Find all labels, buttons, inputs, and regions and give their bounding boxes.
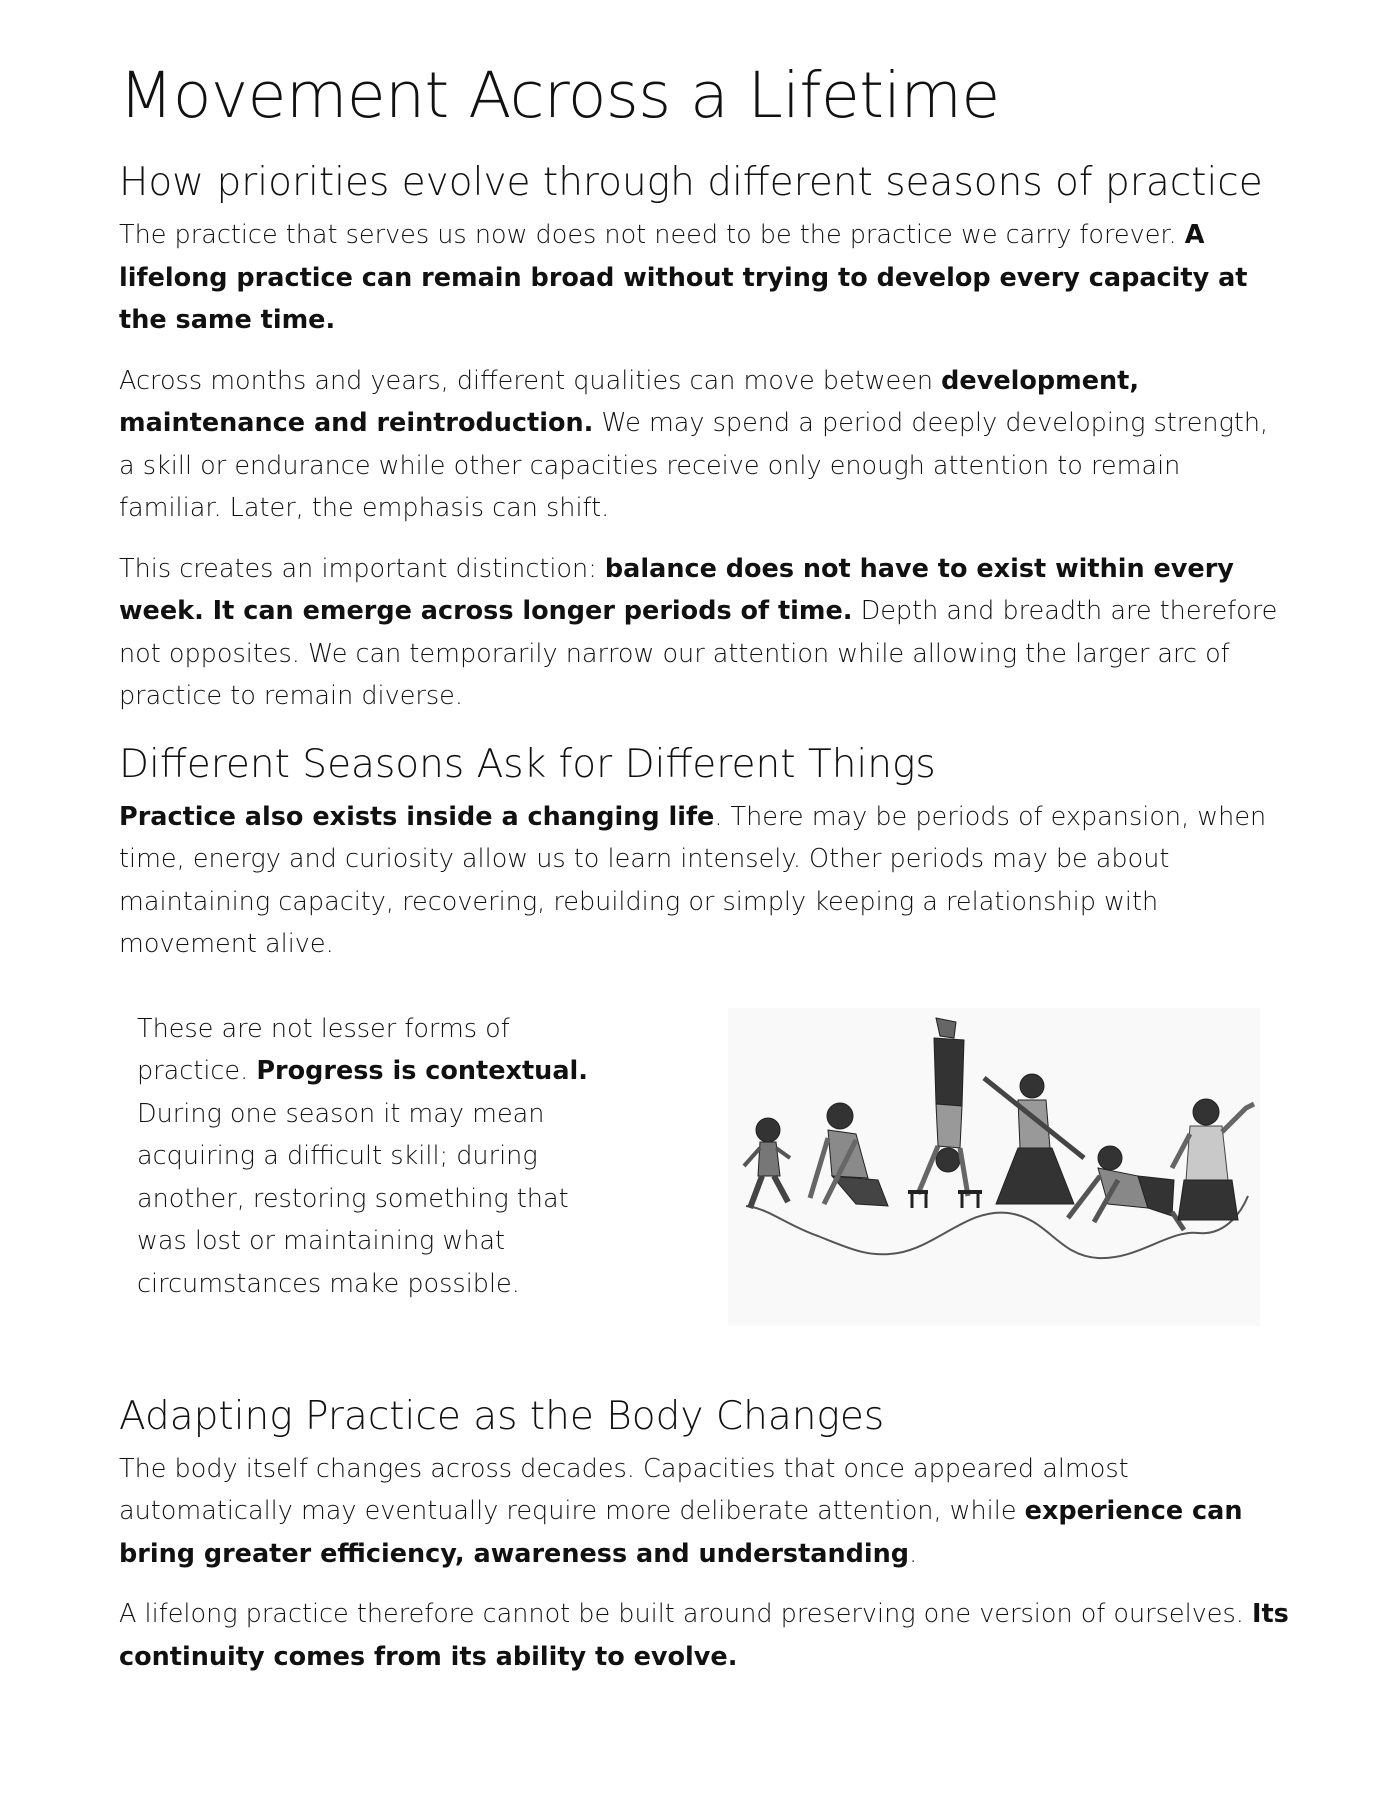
intro-p3-emphasis: balance does not have to exist within every week. It can emerge across longer periods of time. — [119, 553, 1234, 626]
seasons-heading: Different Seasons Ask for Different Things — [119, 741, 936, 787]
figure-caption — [137, 1008, 607, 1306]
seasons-paragraph — [119, 796, 1289, 966]
body-p1-text: The body itself changes across decades. Capacities that once appeared almost automatically may eventually require more deliberate attention, while — [119, 1453, 1129, 1526]
page-subtitle: How priorities evolve through different seasons of practice — [119, 160, 1263, 205]
intro-paragraph-1 — [119, 214, 1289, 342]
intro-paragraph-2 — [119, 360, 1289, 530]
figure-row — [119, 1008, 1289, 1368]
seasons-p1-text: . There may be periods of expansion, when time, energy and curiosity allow us to learn intensely. Other periods may be about maintaining capacity, recovering, rebuilding or simply keeping a relationship with movement alive. — [119, 801, 1267, 959]
intro-p2-emphasis: development, maintenance and reintroduction. — [119, 365, 1140, 438]
body-p1-emphasis: experience can bring greater efficiency, awareness and understanding — [119, 1496, 1243, 1569]
body-changes-paragraph-2 — [119, 1593, 1289, 1678]
intro-p2-text-a: Across months and years, different qualities can move between — [119, 365, 942, 396]
seasons-p1-emphasis: Practice also exists inside a changing life — [119, 801, 715, 832]
body-p1-end: . — [909, 1538, 918, 1569]
intro-p3-text-b: Depth and breadth are therefore not opposites. We can temporarily narrow our attention while allowing the larger arc of practice to remain diverse. — [119, 596, 1278, 711]
intro-p1-emphasis: A lifelong practice can remain broad without trying to develop every capacity at the same time. — [119, 220, 1248, 335]
movement-figures-illustration — [728, 1008, 1260, 1326]
body-p2-text: A lifelong practice therefore cannot be built around preserving one version of ourselves. — [119, 1599, 1252, 1629]
page-title: Movement Across a Lifetime — [119, 59, 1000, 132]
body-p2-emphasis: Its continuity comes from its ability to evolve. — [119, 1599, 1289, 1672]
body-changes-heading: Adapting Practice as the Body Changes — [119, 1393, 885, 1439]
intro-p2-text-b: We may spend a period deeply developing strength, a skill or endurance while other capacities receive only enough attention to remain familiar. Later, the emphasis can shift. — [119, 408, 1269, 523]
caption-emphasis: Progress is contextual. — [256, 1056, 588, 1086]
intro-paragraph-3 — [119, 548, 1289, 718]
article — [119, 56, 1289, 1678]
body-changes-paragraph-1 — [119, 1448, 1289, 1576]
caption-text-b: During one season it may mean acquiring a difficult skill; during another, restoring something that was lost or maintaining what circumstances make possible. — [137, 1098, 569, 1299]
intro-p1-text: The practice that serves us now does not need to be the practice we carry forever. — [119, 220, 1185, 250]
intro-p3-text-a: This creates an important distinction: — [119, 553, 605, 584]
caption-text-a: These are not lesser forms of practice. — [137, 1013, 510, 1086]
